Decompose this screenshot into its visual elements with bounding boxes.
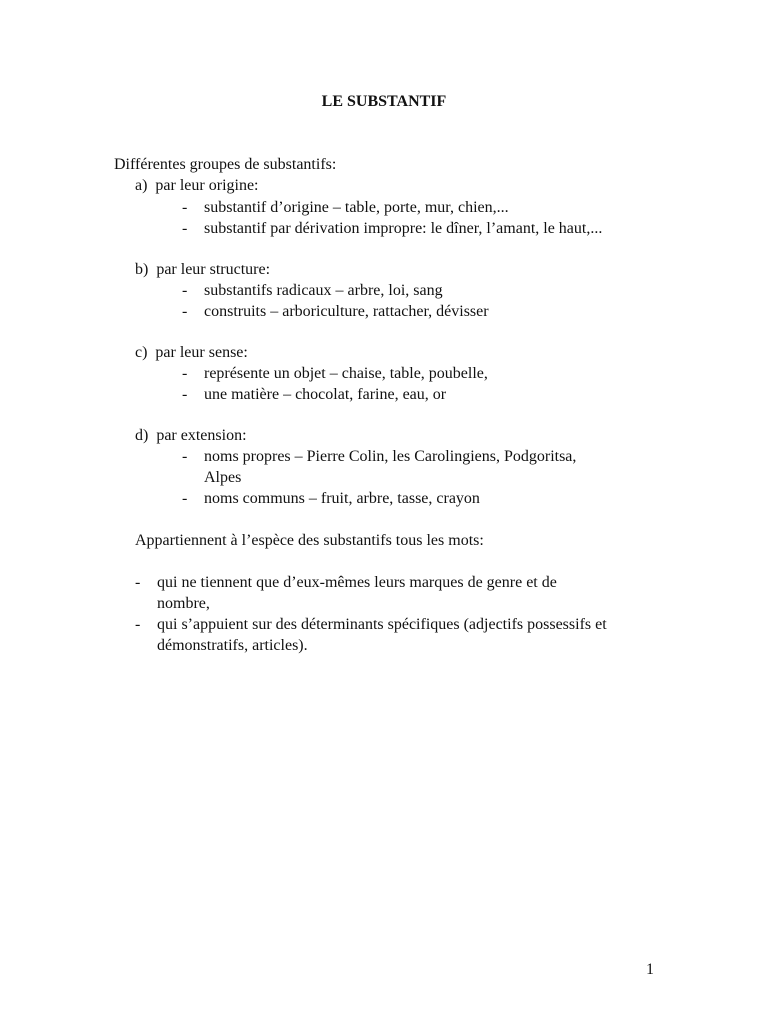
group-label-d: d) par extension: [135,427,247,444]
list-item: - noms propres – Pierre Colin, les Carolingiens, Podgoritsa, [182,447,576,468]
list-item: - construits – arboriculture, rattacher, dévisser [182,302,489,323]
list-dash: - [182,490,188,507]
list-dash: - [182,386,188,403]
criteria-item: - qui ne tiennent que d’eux-mêmes leurs marques de genre et de [135,573,557,594]
list-item: - noms communs – fruit, arbre, tasse, crayon [182,489,480,510]
list-item-continuation: Alpes [204,469,242,486]
list-dash: - [182,448,188,465]
document-title: LE SUBSTANTIF [321,93,447,110]
criteria-item-continuation: démonstratifs, articles). [157,637,308,654]
list-item: - représente un objet – chaise, table, poubelle, [182,364,488,385]
list-item: - substantif d’origine – table, porte, mur, chien,... [182,198,509,219]
list-dash: - [182,303,188,320]
list-dash: - [182,282,188,299]
group-label-b: b) par leur structure: [135,261,271,278]
list-item: - substantif par dérivation impropre: le dîner, l’amant, le haut,... [182,219,602,240]
group-label-c: c) par leur sense: [135,344,248,361]
list-item: - substantifs radicaux – arbre, loi, sang [182,281,443,302]
paragraph: Appartiennent à l’espèce des substantifs tous les mots: [135,532,484,549]
list-dash: - [182,220,188,237]
groups-intro: Différentes groupes de substantifs: [114,156,337,173]
list-item: - une matière – chocolat, farine, eau, or [182,385,446,406]
list-dash: - [135,616,141,633]
group-label-a: a) par leur origine: [135,177,259,194]
list-dash: - [182,365,188,382]
criteria-item: - qui s’appuient sur des déterminants spécifiques (adjectifs possessifs et [135,615,607,636]
criteria-item-continuation: nombre, [157,595,210,612]
list-dash: - [182,199,188,216]
list-dash: - [135,574,141,591]
page-number: 1 [646,961,654,978]
